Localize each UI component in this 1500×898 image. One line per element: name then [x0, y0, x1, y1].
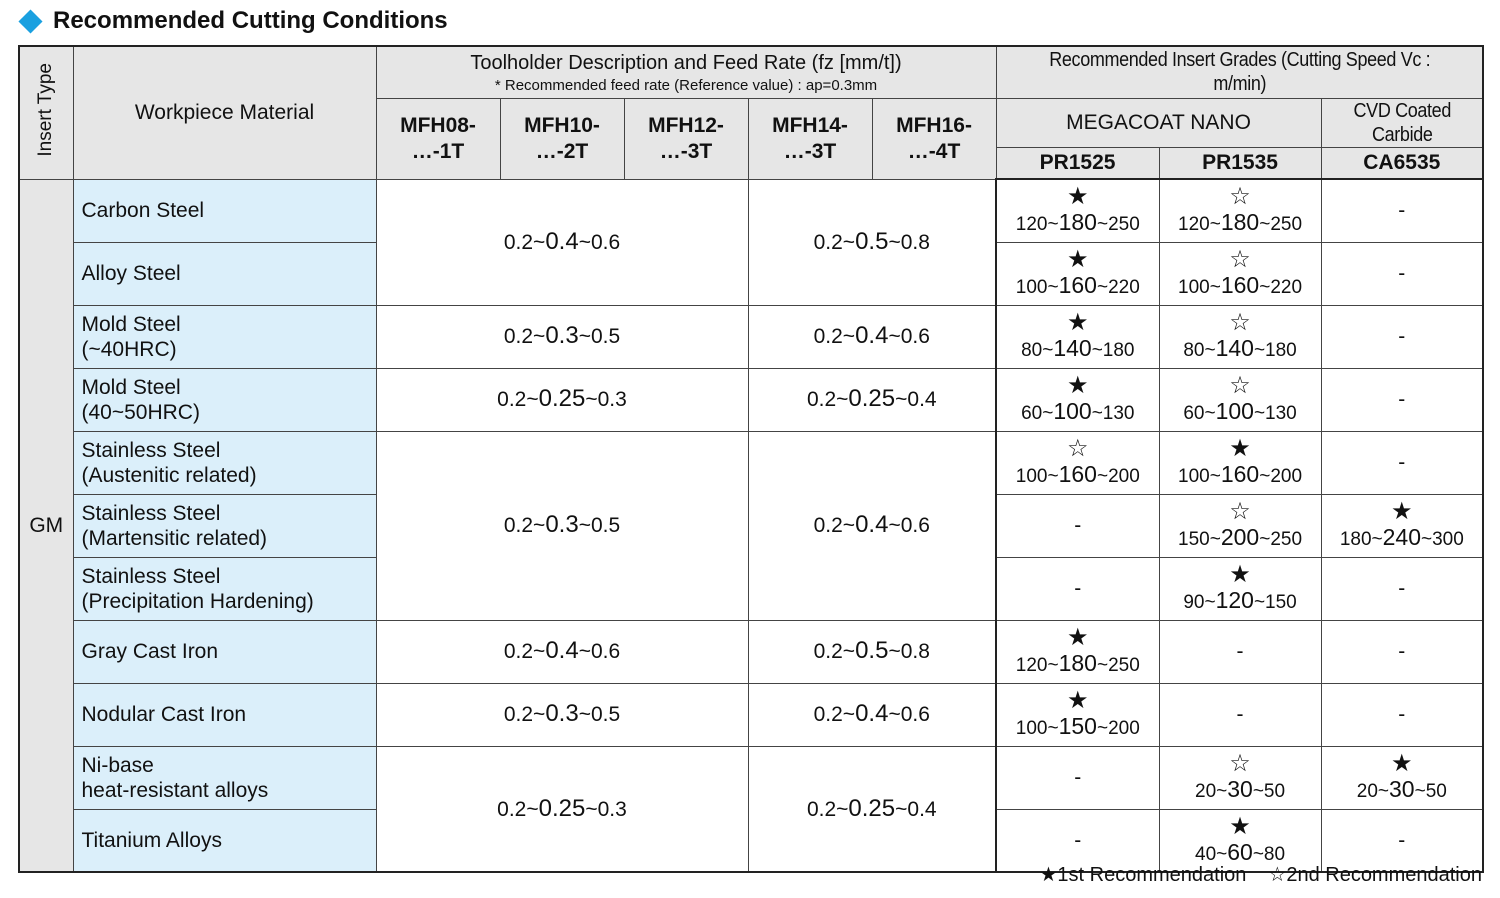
range-max: ~0.6 [578, 640, 621, 664]
range-recommended: 0.3 [545, 322, 579, 350]
material-name: Nodular Cast Iron [81, 703, 247, 727]
range-min: 180~ [1339, 528, 1383, 550]
range-min: 0.2~ [503, 514, 546, 538]
table-row [19, 179, 1483, 242]
outline-star-icon: ☆ [1229, 183, 1251, 211]
range-max: ~50 [1414, 780, 1447, 802]
outline-star-icon: ☆ [1067, 434, 1089, 462]
range-recommended: 0.5 [855, 637, 889, 665]
grade-speed-cell: - [996, 809, 1159, 872]
cutting-speed [1322, 524, 1483, 552]
range-max: ~0.6 [888, 703, 930, 727]
range-max: ~0.4 [895, 388, 937, 412]
range-min: 100~ [1015, 465, 1059, 487]
range-max: ~80 [1252, 843, 1286, 865]
grade-speed-cell [1159, 746, 1321, 809]
feed-range [813, 227, 930, 255]
outline-star-icon: ☆ [1229, 308, 1251, 336]
outline-star-icon: ☆ [1229, 245, 1251, 273]
filled-star-icon: ★ [1067, 308, 1089, 336]
range-recommended: 200 [1220, 523, 1260, 550]
cutting-conditions-table [18, 45, 1484, 873]
range-min: 100~ [1178, 276, 1221, 298]
range-recommended: 150 [1058, 712, 1097, 739]
grades-header: Recommended Insert Grades (Cutting Speed Vc : m/min) [996, 46, 1483, 98]
table-row [19, 683, 1483, 746]
cutting-speed [997, 713, 1159, 741]
cutting-speed [1160, 524, 1321, 552]
range-min: 80~ [1183, 339, 1216, 361]
range-min: 0.2~ [806, 388, 849, 412]
material-detail: (Martensitic related) [81, 526, 268, 550]
range-recommended: 160 [1220, 271, 1260, 298]
range-max: ~0.8 [888, 230, 930, 254]
grade-speed-cell [1159, 242, 1321, 305]
cutting-speed [1160, 461, 1321, 489]
range-max: ~130 [1253, 402, 1297, 424]
feed-rate-small [376, 683, 748, 746]
range-recommended: 100 [1053, 397, 1092, 424]
cutting-speed [997, 209, 1159, 237]
range-min: 0.2~ [503, 325, 546, 349]
table-body [19, 179, 1483, 872]
material-detail: heat-resistant alloys [81, 778, 269, 802]
range-max: ~0.3 [585, 797, 627, 821]
grade-speed-cell [1321, 494, 1483, 557]
grade-speed-cell: - [1321, 683, 1483, 746]
range-min: 100~ [1015, 276, 1059, 298]
feed-rate-large [748, 179, 996, 305]
grade-speed-cell [1159, 494, 1321, 557]
toolholder-title: Toolholder Description and Feed Rate (fz [mm/t]) [470, 51, 902, 74]
range-recommended: 30 [1227, 775, 1253, 802]
feed-range [806, 794, 937, 822]
material-cell [73, 494, 376, 557]
grade-speed-cell: - [1321, 305, 1483, 368]
grade-speed-cell: - [1321, 620, 1483, 683]
range-min: 80~ [1021, 339, 1054, 361]
grade-pr1535: PR1535 [1159, 147, 1321, 179]
range-max: ~0.6 [578, 230, 621, 254]
range-recommended: 180 [1058, 209, 1097, 236]
range-min: 0.2~ [503, 230, 546, 254]
workpiece-material-header: Workpiece Material [73, 46, 376, 179]
range-max: ~250 [1259, 214, 1303, 236]
range-recommended: 0.4 [855, 511, 889, 539]
cutting-speed [997, 650, 1159, 678]
material-cell [73, 683, 376, 746]
material-detail: (Precipitation Hardening) [81, 589, 314, 613]
feed-rate-small [376, 620, 748, 683]
filled-star-icon: ★ [1067, 183, 1089, 211]
cutting-speed [1160, 209, 1321, 237]
range-recommended: 0.3 [545, 700, 579, 728]
grade-speed-cell: - [1159, 620, 1321, 683]
table-row [19, 368, 1483, 431]
insert-type-header: Insert Type [19, 46, 73, 179]
feed-range [503, 700, 621, 728]
range-min: 90~ [1183, 591, 1216, 613]
material-name: Mold Steel [81, 375, 181, 399]
range-max: ~0.6 [888, 514, 930, 538]
cvd-header: CVD Coated Carbide [1321, 98, 1483, 147]
page-title-block [19, 6, 448, 36]
cutting-speed [997, 461, 1159, 489]
feed-rate-small [376, 368, 748, 431]
grade-speed-cell [1159, 431, 1321, 494]
toolholder-mfh10: MFH10- …-2T [500, 98, 624, 179]
cutting-speed [997, 398, 1159, 426]
filled-star-icon: ★ [1067, 371, 1089, 399]
range-max: ~0.5 [578, 325, 621, 349]
grade-speed-cell [996, 242, 1159, 305]
feed-rate-small [376, 179, 748, 305]
range-max: ~200 [1096, 717, 1140, 739]
toolholder-mfh12: MFH12- …-3T [624, 98, 748, 179]
material-detail: (40~50HRC) [81, 400, 200, 424]
table-row [19, 431, 1483, 494]
feed-range [503, 322, 621, 350]
page-title: Recommended Cutting Conditions [53, 7, 448, 34]
range-recommended: 100 [1215, 397, 1254, 424]
grade-speed-cell: - [1321, 179, 1483, 242]
feed-rate-small [376, 305, 748, 368]
range-max: ~50 [1252, 780, 1286, 802]
filled-star-icon: ★ [1067, 623, 1089, 651]
feed-range [813, 511, 930, 539]
material-name: Stainless Steel [81, 438, 221, 462]
outline-star-icon: ☆ [1229, 497, 1251, 525]
range-min: 40~ [1195, 843, 1228, 865]
filled-star-icon: ★ [1229, 434, 1251, 462]
grade-speed-cell: - [1321, 557, 1483, 620]
range-max: ~300 [1420, 528, 1464, 550]
range-recommended: 0.25 [848, 385, 896, 413]
feed-rate-small [376, 746, 748, 872]
range-recommended: 180 [1058, 649, 1097, 676]
range-min: 100~ [1015, 717, 1059, 739]
cutting-speed [997, 272, 1159, 300]
range-recommended: 120 [1215, 586, 1254, 613]
range-recommended: 0.25 [848, 794, 896, 822]
range-recommended: 0.4 [545, 227, 579, 255]
material-detail: (Austenitic related) [81, 463, 257, 487]
material-name: Stainless Steel [81, 501, 221, 525]
feed-range [503, 637, 621, 665]
range-max: ~220 [1096, 276, 1140, 298]
legend [1039, 862, 1482, 887]
diamond-bullet-icon [18, 9, 42, 33]
grade-speed-cell [1159, 368, 1321, 431]
grade-speed-cell: - [1321, 368, 1483, 431]
range-min: 0.2~ [806, 797, 849, 821]
filled-star-icon: ★ [1067, 245, 1089, 273]
range-recommended: 140 [1215, 334, 1254, 361]
feed-rate-large [748, 620, 996, 683]
cutting-speed [1322, 776, 1483, 804]
range-recommended: 30 [1389, 775, 1415, 802]
feed-rate-large [748, 431, 996, 620]
feed-range [813, 322, 930, 350]
range-max: ~0.8 [888, 640, 930, 664]
range-recommended: 240 [1382, 523, 1421, 550]
grade-speed-cell [1159, 179, 1321, 242]
feed-rate-large [748, 683, 996, 746]
range-min: 0.2~ [813, 703, 856, 727]
feed-range [503, 511, 621, 539]
feed-rate-large [748, 746, 996, 872]
filled-star-icon: ★ [1229, 812, 1251, 840]
grade-pr1525: PR1525 [996, 147, 1159, 179]
range-max: ~150 [1253, 591, 1297, 613]
range-min: 20~ [1195, 780, 1228, 802]
material-detail: (~40HRC) [81, 337, 177, 361]
material-name: Alloy Steel [81, 262, 181, 286]
range-recommended: 160 [1058, 460, 1097, 487]
filled-star-icon: ★ [1391, 749, 1413, 777]
grade-speed-cell: - [996, 557, 1159, 620]
material-name: Titanium Alloys [81, 828, 222, 852]
range-max: ~200 [1259, 465, 1303, 487]
range-min: 0.2~ [497, 797, 539, 821]
table-row [19, 305, 1483, 368]
range-max: ~220 [1259, 276, 1303, 298]
filled-star-icon: ★ [1391, 497, 1413, 525]
grade-ca6535: CA6535 [1321, 147, 1483, 179]
cutting-speed [1160, 335, 1321, 363]
outline-star-icon: ☆ [1229, 749, 1251, 777]
range-recommended: 0.4 [545, 637, 579, 665]
range-max: ~200 [1096, 465, 1140, 487]
grade-speed-cell: - [996, 746, 1159, 809]
range-recommended: 0.25 [538, 794, 586, 822]
material-cell [73, 368, 376, 431]
material-cell [73, 305, 376, 368]
range-min: 0.2~ [813, 640, 856, 664]
material-cell [73, 620, 376, 683]
range-min: 120~ [1015, 654, 1059, 676]
range-min: 0.2~ [813, 230, 856, 254]
material-cell [73, 242, 376, 305]
feed-range [813, 700, 930, 728]
range-max: ~0.5 [578, 703, 621, 727]
feed-rate-small [376, 431, 748, 620]
range-recommended: 0.5 [855, 227, 889, 255]
material-name: Ni-base [81, 753, 154, 777]
range-recommended: 160 [1220, 460, 1260, 487]
range-max: ~180 [1253, 339, 1297, 361]
range-max: ~250 [1096, 214, 1140, 236]
material-name: Gray Cast Iron [81, 640, 219, 664]
feed-range [503, 227, 621, 255]
range-recommended: 0.25 [538, 385, 586, 413]
range-max: ~180 [1091, 339, 1135, 361]
range-max: ~0.4 [895, 797, 937, 821]
toolholder-mfh16: MFH16- …-4T [872, 98, 996, 179]
grade-speed-cell: - [996, 494, 1159, 557]
grade-speed-cell: - [1321, 431, 1483, 494]
range-min: 0.2~ [813, 325, 856, 349]
grade-speed-cell: - [1321, 809, 1483, 872]
table-row [19, 620, 1483, 683]
feed-range [497, 385, 627, 413]
range-min: 150~ [1178, 528, 1221, 550]
range-min: 0.2~ [813, 514, 856, 538]
feed-range [813, 637, 930, 665]
material-cell [73, 746, 376, 809]
toolholder-note: * Recommended feed rate (Reference value) : ap=0.3mm [494, 76, 878, 94]
material-cell [73, 179, 376, 242]
range-min: 20~ [1356, 780, 1389, 802]
range-min: 0.2~ [503, 703, 546, 727]
legend-second: ☆2nd Recommendation [1268, 864, 1482, 886]
range-recommended: 160 [1058, 271, 1097, 298]
material-name: Mold Steel [81, 312, 181, 336]
grade-speed-cell [1159, 557, 1321, 620]
range-recommended: 0.4 [855, 322, 889, 350]
insert-type-cell: GM [19, 179, 73, 872]
range-max: ~0.6 [888, 325, 930, 349]
material-name: Stainless Steel [81, 564, 221, 588]
range-recommended: 60 [1227, 838, 1253, 865]
feed-range [806, 385, 937, 413]
range-min: 100~ [1178, 465, 1221, 487]
grade-speed-cell [1321, 746, 1483, 809]
grade-speed-cell [996, 179, 1159, 242]
grade-speed-cell: - [1321, 242, 1483, 305]
outline-star-icon: ☆ [1229, 371, 1251, 399]
grade-speed-cell: - [1159, 683, 1321, 746]
range-min: 60~ [1183, 402, 1216, 424]
filled-star-icon: ★ [1229, 560, 1251, 588]
toolholder-header [376, 46, 996, 98]
megacoat-nano-header: MEGACOAT NANO [996, 98, 1321, 147]
range-max: ~0.3 [585, 388, 627, 412]
material-cell [73, 557, 376, 620]
table-row [19, 746, 1483, 809]
range-min: 60~ [1021, 402, 1054, 424]
grade-speed-cell [1159, 305, 1321, 368]
range-min: 120~ [1015, 214, 1059, 236]
material-cell [73, 431, 376, 494]
feed-rate-large [748, 368, 996, 431]
material-cell [73, 809, 376, 872]
feed-range [497, 794, 627, 822]
feed-rate-large [748, 305, 996, 368]
range-recommended: 140 [1053, 334, 1092, 361]
range-min: 0.2~ [503, 640, 546, 664]
grade-speed-cell [996, 620, 1159, 683]
toolholder-mfh08: MFH08- …-1T [376, 98, 500, 179]
range-min: 120~ [1178, 214, 1221, 236]
cutting-speed [1160, 272, 1321, 300]
cutting-speed [1160, 776, 1321, 804]
range-max: ~250 [1259, 528, 1303, 550]
toolholder-mfh14: MFH14- …-3T [748, 98, 872, 179]
range-max: ~130 [1091, 402, 1135, 424]
grade-speed-cell [996, 431, 1159, 494]
cutting-speed [1160, 587, 1321, 615]
range-max: ~250 [1096, 654, 1140, 676]
range-min: 0.2~ [497, 388, 539, 412]
range-recommended: 0.3 [545, 511, 579, 539]
filled-star-icon: ★ [1067, 686, 1089, 714]
legend-first: ★1st Recommendation [1039, 864, 1247, 886]
grade-speed-cell [996, 368, 1159, 431]
material-name: Carbon Steel [81, 199, 205, 223]
range-max: ~0.5 [578, 514, 621, 538]
grade-speed-cell [996, 683, 1159, 746]
grade-speed-cell [996, 305, 1159, 368]
range-recommended: 0.4 [855, 700, 889, 728]
range-recommended: 180 [1220, 209, 1260, 236]
cutting-speed [997, 335, 1159, 363]
cutting-speed [1160, 398, 1321, 426]
